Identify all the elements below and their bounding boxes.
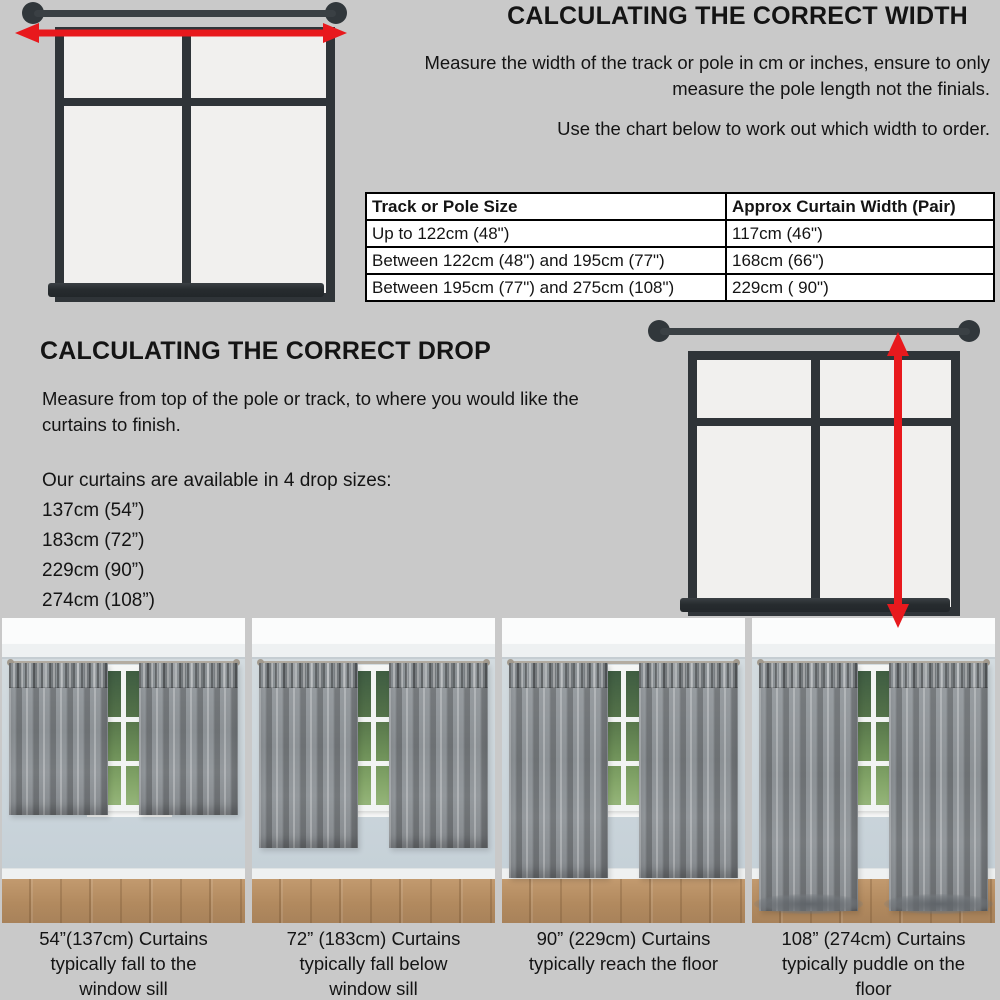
curtain-panel-right [139, 663, 238, 815]
drop-arrow-icon [884, 330, 912, 630]
photo-curtain-drop-54 [2, 618, 245, 923]
table-header-cell: Approx Curtain Width (Pair) [726, 193, 994, 220]
drop-size-item: 229cm (90”) [42, 560, 145, 581]
photo-caption [752, 926, 995, 1000]
drop-section-title: CALCULATING THE CORRECT DROP [40, 337, 491, 365]
size-table [365, 192, 995, 302]
drop-sizes-intro: Our curtains are available in 4 drop sizes: [42, 470, 392, 491]
width-arrow-icon [14, 20, 348, 46]
window-mullion [811, 360, 820, 607]
ceiling [502, 618, 745, 644]
window-mullion [371, 671, 376, 811]
drop-size-item: 183cm (72”) [42, 530, 145, 551]
photo-caption [252, 926, 495, 1000]
wood-floor [252, 879, 495, 923]
window-frame [688, 351, 960, 616]
ceiling [2, 618, 245, 644]
table-header-row [366, 193, 994, 220]
table-cell: 229cm ( 90") [726, 274, 994, 301]
photo-caption-text: 54”(137cm) Curtains typically fall to the window sill [39, 928, 208, 999]
ceiling [252, 618, 495, 644]
wood-floor [502, 879, 745, 923]
crown-molding [502, 644, 745, 659]
curtain-pole-icon [660, 328, 970, 335]
curtain-panel-right [389, 663, 488, 848]
width-section-title: CALCULATING THE CORRECT WIDTH [507, 2, 968, 30]
curtain-panel-left [509, 663, 608, 878]
drop-size-item: 274cm (108”) [42, 590, 155, 611]
photo-caption-text: 72” (183cm) Curtains typically fall below window sill [286, 928, 461, 999]
curtain-panel-left [259, 663, 358, 848]
curtain-panel-right [889, 663, 988, 911]
window-mullion [182, 36, 191, 293]
table-row [366, 274, 994, 301]
table-cell: 117cm (46") [726, 220, 994, 247]
drop-instruction: Measure from top of the pole or track, to where you would like the curtains to finish. [42, 388, 579, 435]
curtain-pole-icon [34, 10, 336, 17]
table-row [366, 220, 994, 247]
crown-molding [2, 644, 245, 659]
width-instruction-1: Measure the width of the track or pole in cm or inches, ensure to only measure the pole length not the finials. [424, 52, 990, 99]
window-transom [64, 98, 326, 106]
ceiling [752, 618, 995, 644]
crown-molding [752, 644, 995, 659]
photo-caption-text: 90” (229cm) Curtains typically reach the floor [528, 928, 719, 974]
table-cell: Between 195cm (77") and 275cm (108") [366, 274, 726, 301]
table-cell: 168cm (66") [726, 247, 994, 274]
table-row [366, 247, 994, 274]
window-mullion [621, 671, 626, 811]
photo-curtain-drop-72 [252, 618, 495, 923]
curtain-panel-right [639, 663, 738, 878]
width-instruction-2: Use the chart below to work out which width to order. [557, 118, 990, 139]
window-transom [697, 418, 951, 426]
window-frame [55, 27, 335, 302]
drop-sizes-list [42, 466, 392, 616]
table-cell: Between 122cm (48") and 195cm (77") [366, 247, 726, 274]
photo-caption-text: 108” (274cm) Curtains typically puddle on the floor [781, 928, 966, 999]
window-mullion [871, 671, 876, 811]
curtain-panel-left [759, 663, 858, 911]
table-header-cell: Track or Pole Size [366, 193, 726, 220]
table-cell: Up to 122cm (48") [366, 220, 726, 247]
window-mullion [121, 671, 126, 811]
curtain-panel-left [9, 663, 108, 815]
photo-curtain-drop-108 [752, 618, 995, 923]
window-sill [48, 283, 324, 297]
photo-curtain-drop-90 [502, 618, 745, 923]
wood-floor [2, 879, 245, 923]
photo-caption [502, 926, 745, 976]
drop-size-item: 137cm (54”) [42, 500, 145, 521]
photo-caption [2, 926, 245, 1000]
crown-molding [252, 644, 495, 659]
